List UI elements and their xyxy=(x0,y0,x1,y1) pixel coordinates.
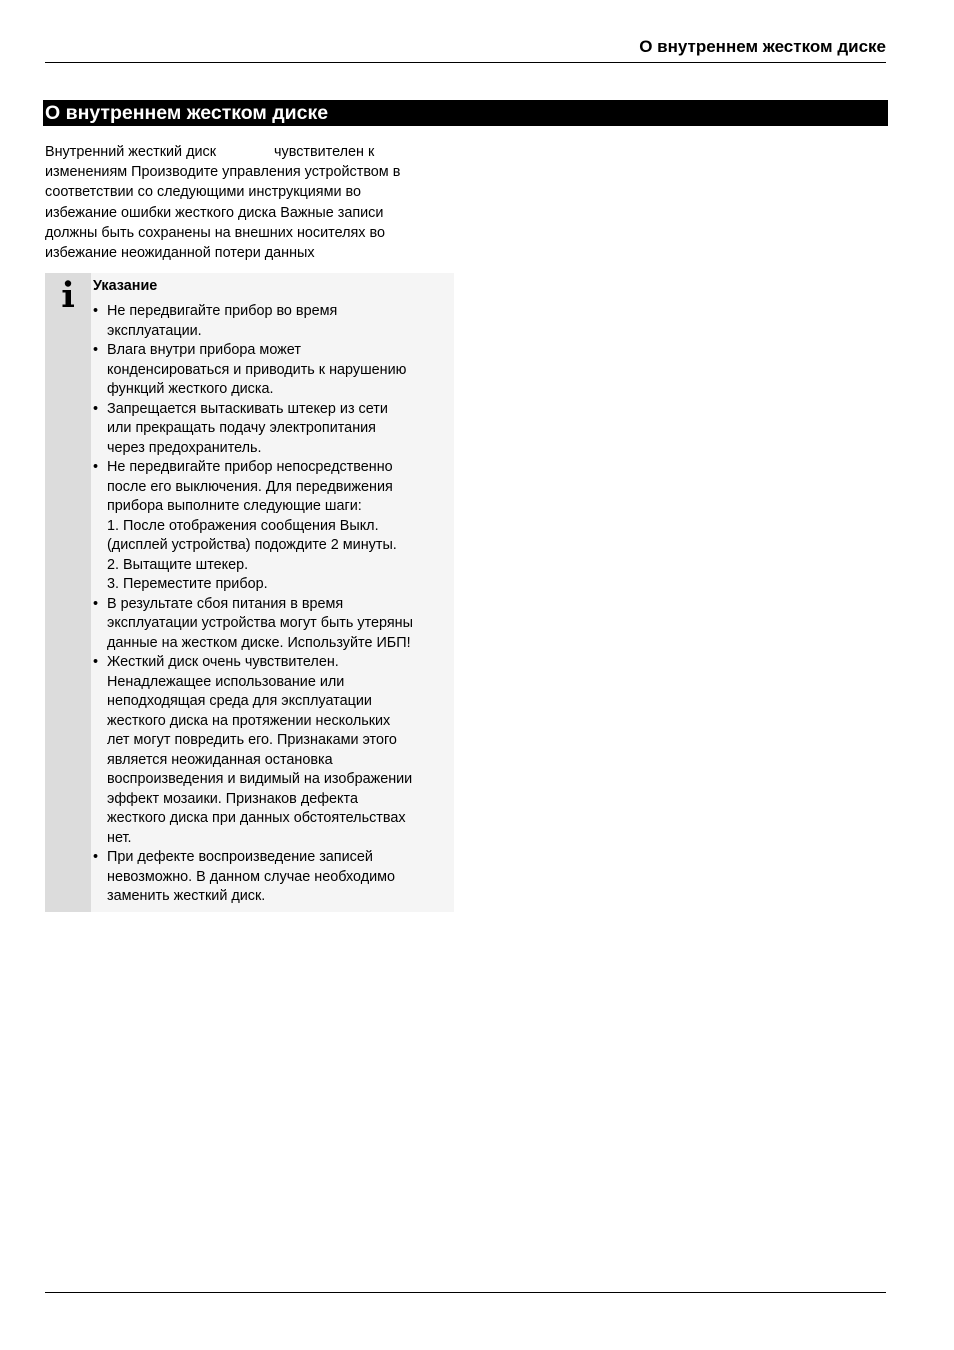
note-list-item xyxy=(93,302,451,341)
note-item-line: после его выключения. Для передвижения xyxy=(107,478,393,495)
intro-paragraph xyxy=(45,142,457,263)
note-item-line: 1. После отображения сообщения Выкл. xyxy=(107,517,379,534)
note-item-line: конденсироваться и приводить к нарушению xyxy=(107,361,407,378)
note-item-line: данные на жестком диске. Используйте ИБП! xyxy=(107,634,411,651)
note-item-line: невозможно. В данном случае необходимо xyxy=(107,868,396,885)
note-item-line: Запрещается вытаскивать штекер из сети xyxy=(107,400,388,417)
note-list-item xyxy=(93,595,451,654)
note-item-line: или прекращать подачу электропитания xyxy=(107,420,376,436)
note-item-line: Ненадлежащее использование или xyxy=(107,673,345,690)
intro-line: соответствии со следующими инструкциями во xyxy=(45,184,362,201)
note-item-line: нет. xyxy=(107,829,132,846)
note-title: Указание xyxy=(93,278,158,294)
note-item-line: жесткого диска на протяжении нескольких xyxy=(107,712,391,729)
note-list-item xyxy=(93,458,451,595)
note-item-line: прибора выполните следующие шаги: xyxy=(107,498,362,514)
note-item-line: эффект мозаики. Признаков дефекта xyxy=(107,790,358,807)
note-box xyxy=(45,273,454,912)
intro-line-part: Внутренний жесткий диск xyxy=(45,144,217,160)
note-content xyxy=(93,276,451,907)
intro-line: избежание ошибки жесткого диска Важные записи xyxy=(45,204,384,221)
note-item-line: При дефекте воспроизведение записей xyxy=(107,849,373,865)
bullet-marker: • xyxy=(93,459,99,475)
bullet-marker: • xyxy=(93,400,99,417)
note-item-line: воспроизведения и видимый на изображении xyxy=(107,771,413,787)
bullet-marker: • xyxy=(93,654,99,670)
intro-line-part: чувствителен к xyxy=(274,144,375,160)
note-list-item xyxy=(93,341,451,400)
note-item-line: неподходящая среда для эксплуатации xyxy=(107,693,372,709)
bullet-marker: • xyxy=(93,303,99,319)
note-list-item xyxy=(93,848,451,907)
intro-line: изменениям Производите управления устройством в xyxy=(45,164,401,181)
note-item-line: Не передвигайте прибор непосредственно xyxy=(107,459,393,475)
note-item-line: через предохранитель. xyxy=(107,439,262,456)
note-item-line: жесткого диска при данных обстоятельствах xyxy=(107,810,406,826)
bullet-marker: • xyxy=(93,595,99,612)
bullet-marker: • xyxy=(93,849,99,865)
bullet-marker: • xyxy=(93,342,99,358)
intro-line xyxy=(45,142,457,162)
note-item-line: является неожиданная остановка xyxy=(107,751,333,768)
note-item-line: Не передвигайте прибор во время xyxy=(107,303,338,319)
intro-line: избежание неожиданной потери данных xyxy=(45,245,315,262)
note-item-line: эксплуатации. xyxy=(107,322,202,339)
note-item-line: В результате сбоя питания в время xyxy=(107,595,344,612)
note-item-line: (дисплей устройства) подождите 2 минуты. xyxy=(107,537,397,553)
footer-rule xyxy=(45,1292,886,1293)
note-sidebar xyxy=(45,273,91,912)
note-item-line: лет могут повредить его. Признаками этого xyxy=(107,732,397,748)
note-item-line: функций жесткого диска. xyxy=(107,381,274,397)
note-item-line: эксплуатации устройства могут быть утеряны xyxy=(107,615,413,631)
section-title: О внутреннем жестком диске xyxy=(43,100,888,126)
intro-line: должны быть сохранены на внешних носителях во xyxy=(45,224,385,241)
note-list xyxy=(93,302,451,907)
note-item-line: заменить жесткий диск. xyxy=(107,888,266,904)
note-item-line: 3. Переместите прибор. xyxy=(107,576,268,592)
running-header: О внутреннем жестком диске xyxy=(639,37,886,56)
header-rule xyxy=(45,62,886,63)
note-item-line: Влага внутри прибора может xyxy=(107,342,301,358)
note-list-item xyxy=(93,653,451,848)
note-list-item xyxy=(93,400,451,459)
note-item-line: 2. Вытащите штекер. xyxy=(107,556,249,573)
note-item-line: Жесткий диск очень чувствителен. xyxy=(107,654,339,670)
info-icon xyxy=(59,279,77,309)
